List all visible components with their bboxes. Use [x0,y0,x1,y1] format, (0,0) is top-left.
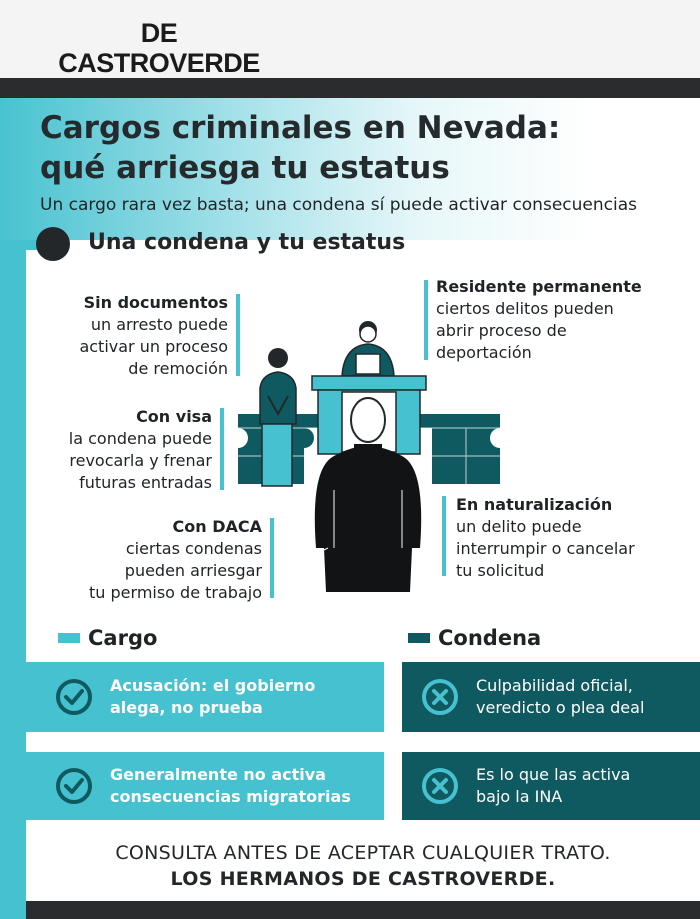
card-line: veredicto o plea deal [476,698,645,717]
legend-cargo [58,626,157,650]
card-line: bajo la INA [476,787,563,806]
callout-line: ciertos delitos pueden [436,299,614,318]
callout-heading: Con visa [136,407,212,426]
cta-line-2: LOS HERMANOS DE CASTROVERDE. [170,868,556,890]
card-line: alega, no prueba [110,698,263,717]
x-circle-icon [420,766,460,806]
brand-name: DE CASTROVERDE [58,18,260,78]
header-divider-bar [0,78,700,98]
condena-card-1 [402,662,700,732]
callout-line: un delito puede [456,517,582,536]
callout-heading: En naturalización [456,495,613,514]
title-line-1: Cargos criminales en Nevada: [40,110,561,146]
callout-heading: Residente permanente [436,277,642,296]
condena-card-2 [402,752,700,820]
card-line: Acusación: el gobierno [110,676,316,695]
callout-line: un arresto puede [90,315,228,334]
callout-line: deportación [436,343,532,362]
subtitle: Un cargo rara vez basta; una condena sí puede activar consecuencias [40,195,637,215]
footer-bar [26,901,700,919]
callout-line: pueden arriesgar [124,561,262,580]
title-line-2: qué arriesga tu estatus [40,150,450,186]
callout-rule [220,408,224,490]
legend-label: Cargo [88,626,158,650]
legend-condena [408,626,541,650]
x-circle-icon [420,677,460,717]
cargo-card-2 [26,752,384,820]
callout-sin-documentos [40,292,228,380]
callout-heading: Sin documentos [83,293,228,312]
spine-vertical [0,250,26,919]
cta-line-1: CONSULTA ANTES DE ACEPTAR CUALQUIER TRATO. [115,842,611,864]
cargo-card-1 [26,662,384,732]
callout-con-visa [36,406,212,494]
check-circle-icon [54,677,94,717]
card-line: consecuencias migratorias [110,787,351,806]
callout-line: ciertas condenas [125,539,262,558]
callout-line: activar un proceso [79,337,228,356]
callout-line: la condena puede [68,429,212,448]
card-line: Generalmente no activa [110,765,326,784]
card-text [476,675,644,719]
callout-line: de remoción [128,359,228,378]
card-text [476,764,630,808]
section-title: Una condena y tu estatus [88,230,406,255]
callout-heading: Con DACA [172,517,262,536]
card-text [110,675,315,719]
card-line: Culpabilidad oficial, [476,676,633,695]
card-line: Es lo que las activa [476,765,631,784]
callout-line: futuras entradas [79,473,212,492]
callout-line: tu permiso de trabajo [89,583,262,602]
section-bullet [36,227,70,261]
legend-label: Condena [438,626,542,650]
courtroom-illustration [232,318,504,600]
callout-line: interrumpir o cancelar [456,539,635,558]
callout-line: abrir proceso de [436,321,567,340]
callout-line: revocarla y frenar [69,451,212,470]
page-title [40,108,640,188]
callout-line: tu solicitud [456,561,545,580]
legend-swatch-dark [408,633,430,643]
card-text [110,764,351,808]
check-circle-icon [54,766,94,806]
legend-swatch-light [58,633,80,643]
judge-figure [342,321,394,376]
standing-person-figure [260,348,296,486]
